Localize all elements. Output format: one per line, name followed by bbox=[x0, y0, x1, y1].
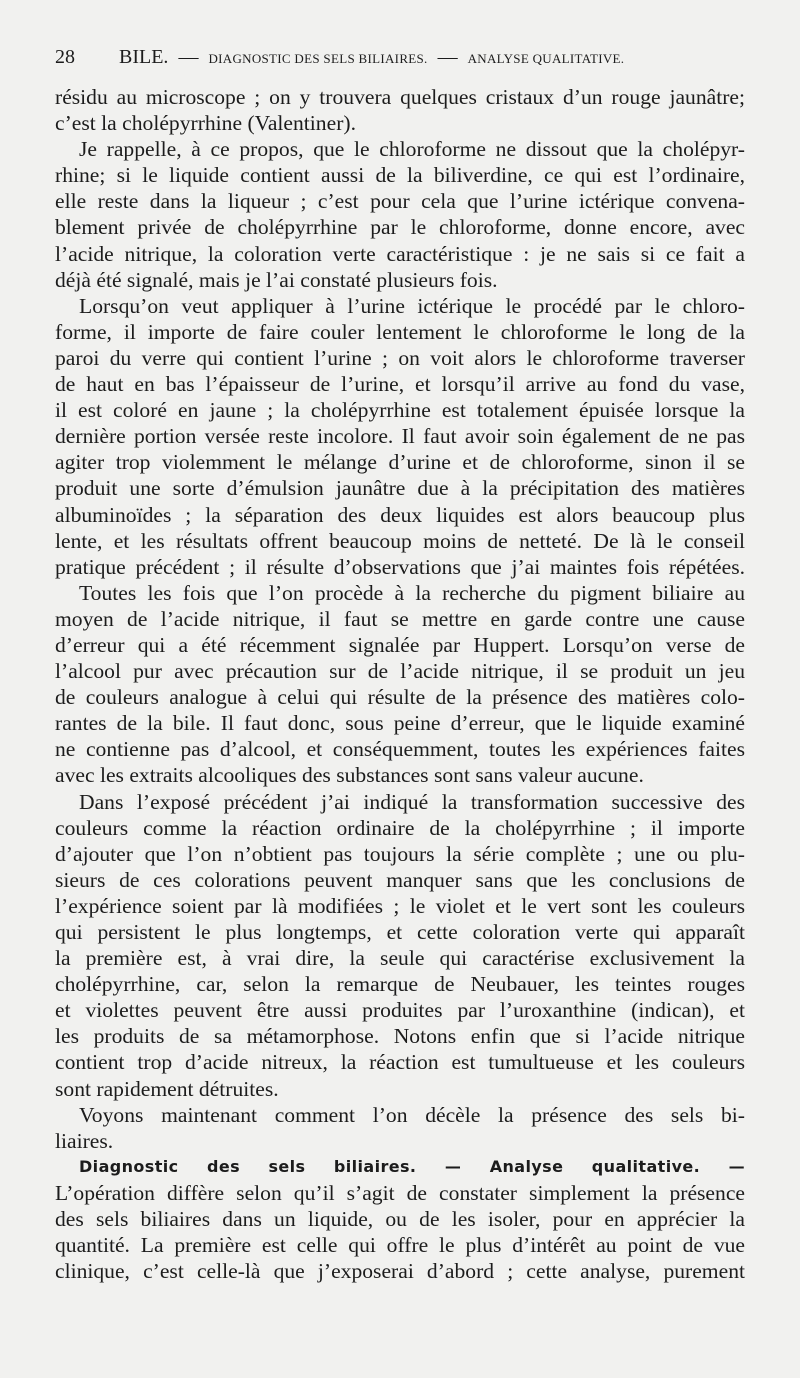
section-heading: Diagnostic des sels biliaires. — Analyse qualitative. — bbox=[79, 1156, 745, 1176]
text-line: Voyons maintenant comment l’on décèle la présence des sels bi- bbox=[79, 1102, 745, 1127]
text-line: Je rappelle, à ce propos, que le chloroforme ne dissout que la cholépyr- bbox=[79, 137, 745, 162]
text-line: albuminoïdes ; la séparation des deux liquides est alors beaucoup plus bbox=[55, 502, 745, 527]
text-line: quantité. La première est celle qui offre le plus d’intérêt au point de vue bbox=[55, 1233, 745, 1258]
text-line: contient trop d’acide nitreux, la réaction est tumultueuse et les couleurs bbox=[55, 1050, 745, 1075]
text-line: résidu au microscope ; on y trouvera quelques cristaux d’un rouge jaunâtre; bbox=[55, 85, 745, 109]
header-dash-1: — bbox=[178, 46, 199, 68]
text-line: moyen de l’acide nitrique, il faut se mettre en garde contre une cause bbox=[55, 606, 745, 631]
running-header bbox=[55, 46, 745, 76]
text-line: l’expérience soient par là modifiées ; le violet et le vert sont les couleurs bbox=[55, 893, 745, 918]
text-line: liaires. bbox=[55, 1128, 114, 1153]
text-line: Toutes les fois que l’on procède à la recherche du pigment biliaire au bbox=[79, 580, 745, 605]
text-line: L’opération diffère selon qu’il s’agit de constater simplement la présence bbox=[55, 1180, 745, 1205]
text-line: couleurs comme la réaction ordinaire de la cholépyrrhine ; il importe bbox=[55, 815, 745, 840]
page-number: 28 bbox=[55, 46, 75, 68]
text-line: cholépyrrhine, car, selon la remarque de Neubauer, les teintes rouges bbox=[55, 972, 745, 997]
header-subsection: ANALYSE QUALITATIVE. bbox=[467, 51, 625, 66]
text-line: rhine; si le liquide contient aussi de la biliverdine, ce qui est l’ordinaire, bbox=[55, 163, 745, 188]
text-line: de couleurs analogue à celui qui résulte de la présence des matières colo- bbox=[55, 685, 745, 710]
text-line: agiter trop violemment le mélange d’urine et de chloroforme, sinon il se bbox=[55, 450, 745, 475]
text-line: elle reste dans la liqueur ; c’est pour cela que l’urine ictérique convena- bbox=[55, 189, 745, 214]
header-title bbox=[119, 46, 624, 69]
text-line: dernière portion versée reste incolore. Il faut avoir soin également de ne pas bbox=[55, 424, 745, 449]
text-line: sieurs de ces colorations peuvent manquer sans que les conclusions de bbox=[55, 867, 745, 892]
text-line: il est coloré en jaune ; la cholépyrrhine est totalement épuisée lorsque la bbox=[55, 398, 745, 423]
text-line: et violettes peuvent être aussi produites par l’uroxanthine (indican), et bbox=[55, 998, 745, 1023]
text-line: déjà été signalé, mais je l’ai constaté plusieurs fois. bbox=[55, 267, 498, 292]
text-line: des sels biliaires dans un liquide, ou de les isoler, pour en apprécier la bbox=[55, 1207, 745, 1232]
body-text bbox=[55, 84, 745, 1284]
text-line: de haut en bas l’épaisseur de l’urine, et lorsqu’il arrive au fond du vase, bbox=[55, 372, 745, 397]
text-line: qui persistent le plus longtemps, et cette coloration verte qui apparaît bbox=[55, 920, 745, 944]
text-line: rantes de la bile. Il faut donc, sous peine d’erreur, que le liquide examiné bbox=[55, 711, 745, 736]
text-line: c’est la cholépyrrhine (Valentiner). bbox=[55, 111, 356, 136]
text-line: l’acide nitrique, la coloration verte caractéristique : je ne sais si ce fait a bbox=[55, 241, 745, 266]
text-line: d’ajouter que l’on n’obtient pas toujours la série complète ; une ou plu- bbox=[55, 841, 745, 866]
text-line: la première est, à vrai dire, la seule qui caractérise exclusivement la bbox=[55, 946, 745, 971]
text-line: avec les extraits alcooliques des substances sont sans valeur aucune. bbox=[55, 763, 644, 788]
text-line: paroi du verre qui contient l’urine ; on voit alors le chloroforme traverser bbox=[55, 345, 745, 370]
text-line: pratique précédent ; il résulte d’observations que j’ai maintes fois répétées. bbox=[55, 554, 745, 579]
text-line: ne contienne pas d’alcool, et conséquemment, toutes les expériences faites bbox=[55, 737, 745, 762]
header-section: DIAGNOSTIC DES SELS BILIAIRES. bbox=[208, 51, 428, 66]
header-dash-2: — bbox=[437, 46, 458, 68]
text-line: sont rapidement détruites. bbox=[55, 1076, 279, 1101]
text-line: l’alcool pur avec précaution sur de l’acide nitrique, il se produit un jeu bbox=[55, 659, 745, 684]
text-line: les produits de sa métamorphose. Notons enfin que si l’acide nitrique bbox=[55, 1024, 745, 1049]
header-chapter: BILE. bbox=[119, 46, 169, 68]
text-line: blement privée de cholépyrrhine par le chloroforme, donne encore, avec bbox=[55, 215, 745, 240]
text-line: forme, il importe de faire couler lentement le chloroforme le long de la bbox=[55, 319, 745, 344]
text-line: d’erreur qui a été récemment signalée par Huppert. Lorsqu’on verse de bbox=[55, 632, 745, 657]
text-line: produit une sorte d’émulsion jaunâtre due à la précipitation des matières bbox=[55, 476, 745, 501]
text-line: clinique, c’est celle-là que j’exposerai d’abord ; cette analyse, purement bbox=[55, 1259, 745, 1284]
text-line: lente, et les résultats offrent beaucoup moins de netteté. De là le conseil bbox=[55, 528, 745, 553]
text-line: Dans l’exposé précédent j’ai indiqué la transformation successive des bbox=[79, 789, 745, 814]
text-line: Lorsqu’on veut appliquer à l’urine ictérique le procédé par le chloro- bbox=[79, 293, 745, 318]
